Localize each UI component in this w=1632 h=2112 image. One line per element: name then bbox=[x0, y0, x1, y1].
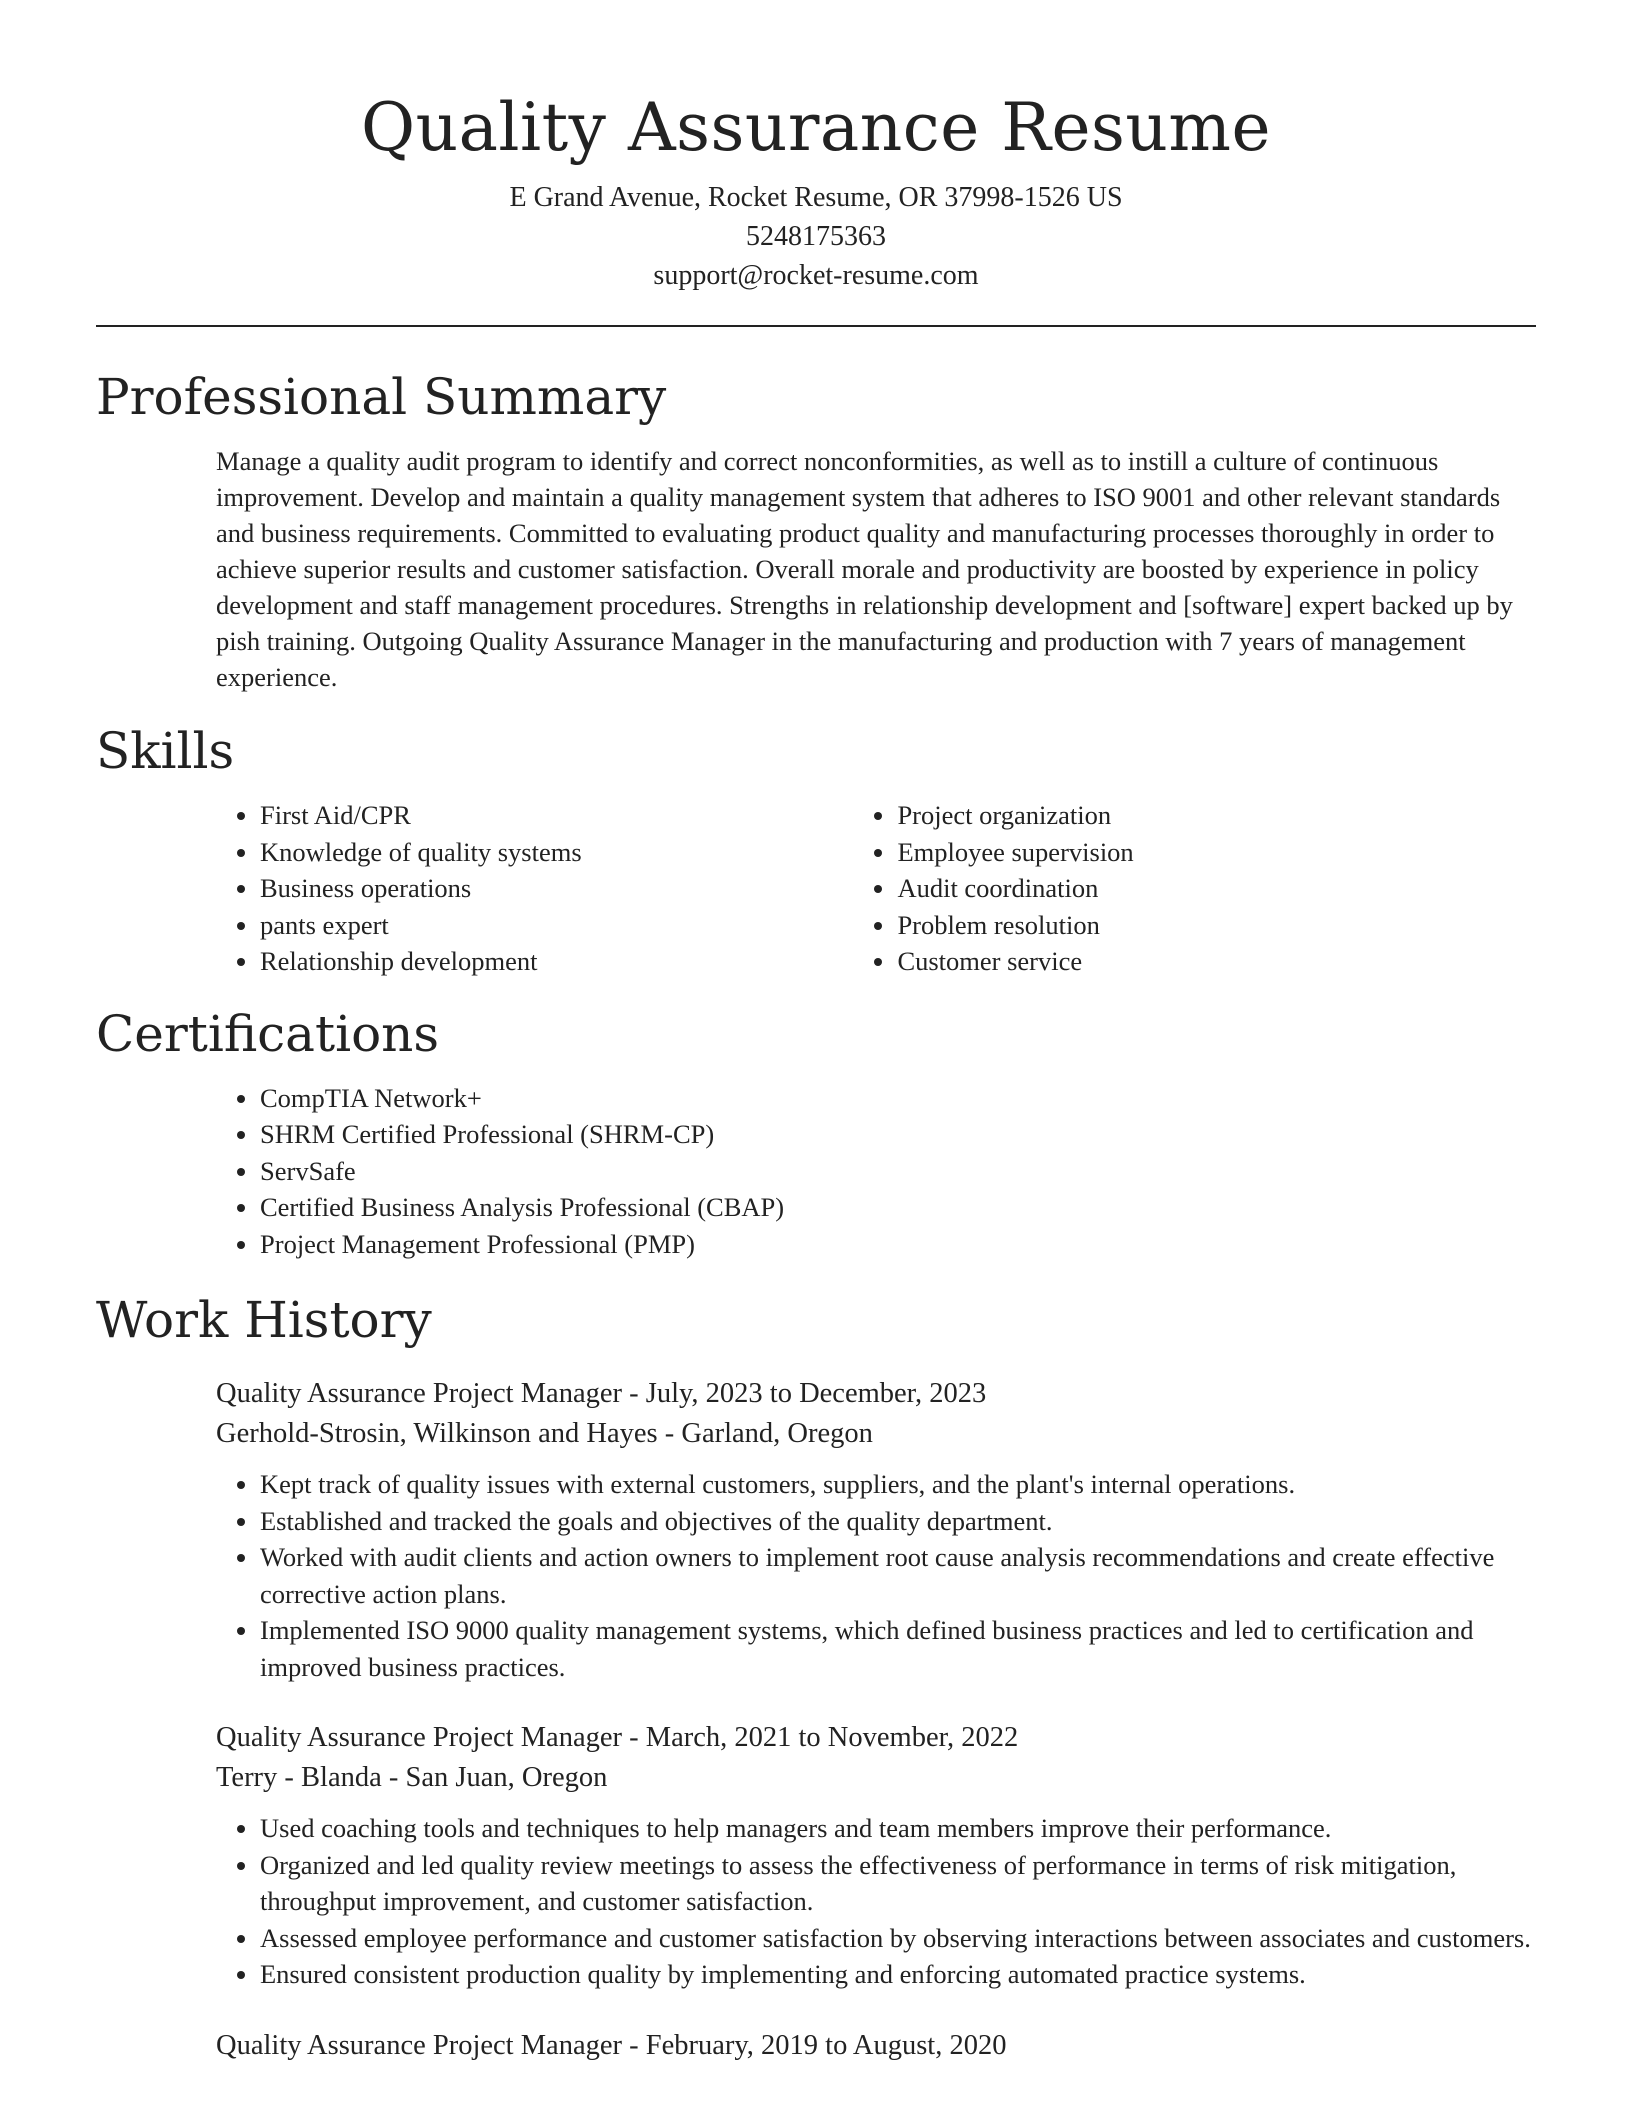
skill-item: • Business operations bbox=[260, 870, 737, 907]
job-location: Garland, Oregon bbox=[681, 1418, 873, 1449]
job-dates: February, 2019 to August, 2020 bbox=[645, 2029, 1007, 2061]
job-dates: July, 2023 to December, 2023 bbox=[645, 1378, 987, 1409]
skill-item: • Audit coordination bbox=[897, 870, 1536, 907]
job-entry bbox=[216, 2026, 1536, 2066]
separator: - bbox=[622, 2029, 646, 2061]
separator: - bbox=[622, 1378, 646, 1409]
job-bullet: • Established and tracked the goals and objectives of the quality department. bbox=[260, 1503, 1560, 1540]
separator: - bbox=[622, 1722, 646, 1753]
job-dates: March, 2021 to November, 2022 bbox=[645, 1722, 1019, 1753]
job-location: San Juan, Oregon bbox=[405, 1762, 608, 1793]
separator: - bbox=[381, 1762, 406, 1793]
contact-email: support@rocket-resume.com bbox=[653, 260, 979, 291]
skill-item: • pants expert bbox=[260, 907, 737, 944]
skill-item: • Customer service bbox=[897, 943, 1536, 980]
certification-item: • ServSafe bbox=[260, 1153, 1536, 1190]
job-entry bbox=[216, 1374, 1536, 1685]
contact-phone: 5248175363 bbox=[746, 221, 886, 252]
resume-title: Quality Assurance Resume bbox=[360, 89, 1272, 166]
contact-block bbox=[96, 178, 1536, 295]
job-role: Quality Assurance Project Manager bbox=[216, 1378, 622, 1409]
certification-item: • CompTIA Network+ bbox=[260, 1080, 1536, 1117]
certification-item: • Certified Business Analysis Professional (CBAP) bbox=[260, 1189, 1536, 1226]
summary-heading: Professional Summary bbox=[96, 368, 667, 426]
job-company: Terry - Blanda bbox=[216, 1762, 382, 1793]
job-role: Quality Assurance Project Manager bbox=[216, 2029, 622, 2061]
resume-page bbox=[96, 0, 1536, 2066]
skill-item: • Relationship development bbox=[260, 943, 737, 980]
job-company-line bbox=[216, 1758, 1536, 1798]
skill-item: • First Aid/CPR bbox=[260, 797, 737, 834]
certification-item: • SHRM Certified Professional (SHRM-CP) bbox=[260, 1116, 1536, 1153]
job-bullet: • Organized and led quality review meetings to assess the effectiveness of performance in terms of risk mitigation, throughput improvement, and customer satisfaction. bbox=[260, 1847, 1560, 1920]
job-bullets bbox=[216, 1466, 1560, 1685]
work-history-heading: Work History bbox=[96, 1291, 432, 1349]
job-title-line bbox=[216, 1374, 1536, 1414]
job-bullet: • Worked with audit clients and action owners to implement root cause analysis recommendations and create effective corrective action plans. bbox=[260, 1539, 1560, 1612]
job-bullet: • Used coaching tools and techniques to help managers and team members improve their performance. bbox=[260, 1810, 1560, 1847]
certifications-heading: Certifications bbox=[96, 1004, 440, 1063]
certification-item: • Project Management Professional (PMP) bbox=[260, 1226, 1536, 1263]
skills-column-left bbox=[96, 797, 737, 980]
resume-header bbox=[96, 0, 1536, 295]
job-entry bbox=[216, 1718, 1536, 1993]
contact-address: E Grand Avenue, Rocket Resume, OR 37998-1526 US bbox=[509, 182, 1123, 213]
job-title-line bbox=[216, 2026, 1536, 2066]
job-company-line bbox=[216, 1414, 1536, 1454]
certifications-list bbox=[96, 1080, 1536, 1263]
header-divider bbox=[96, 325, 1536, 327]
job-role: Quality Assurance Project Manager bbox=[216, 1722, 622, 1753]
job-bullet: • Kept track of quality issues with external customers, suppliers, and the plant's internal operations. bbox=[260, 1466, 1560, 1503]
job-bullets bbox=[216, 1810, 1560, 1993]
skills-column-right bbox=[897, 797, 1536, 980]
separator: - bbox=[657, 1418, 682, 1449]
job-title-line bbox=[216, 1718, 1536, 1758]
skills-list bbox=[96, 797, 1536, 980]
job-bullet: • Assessed employee performance and customer satisfaction by observing interactions between associates and customers. bbox=[260, 1920, 1560, 1957]
job-bullet: • Ensured consistent production quality by implementing and enforcing automated practice systems. bbox=[260, 1956, 1560, 1993]
summary-text: Manage a quality audit program to identify and correct nonconformities, as well as to instill a culture of continuous improvement. Develop and maintain a quality management system that adheres to ISO 9001 and other relevant standards and business requirements. Committed to evaluating product quality and manufacturing processes thoroughly in order to achieve superior results and customer satisfaction. Overall morale and productivity are boosted by experience in policy development and staff management procedures. Strengths in relationship development and [software] expert backed up by pish training. Outgoing Quality Assurance Manager in the manufacturing and production with 7 years of management experience. bbox=[216, 446, 1513, 692]
skill-item: • Knowledge of quality systems bbox=[260, 834, 737, 871]
skill-item: • Project organization bbox=[897, 797, 1536, 834]
skill-item: • Employee supervision bbox=[897, 834, 1536, 871]
skills-heading: Skills bbox=[96, 722, 235, 780]
job-company: Gerhold-Strosin, Wilkinson and Hayes bbox=[216, 1418, 658, 1449]
skill-item: • Problem resolution bbox=[897, 907, 1536, 944]
job-bullet: • Implemented ISO 9000 quality management systems, which defined business practices and led to certification and improved business practices. bbox=[260, 1612, 1560, 1685]
